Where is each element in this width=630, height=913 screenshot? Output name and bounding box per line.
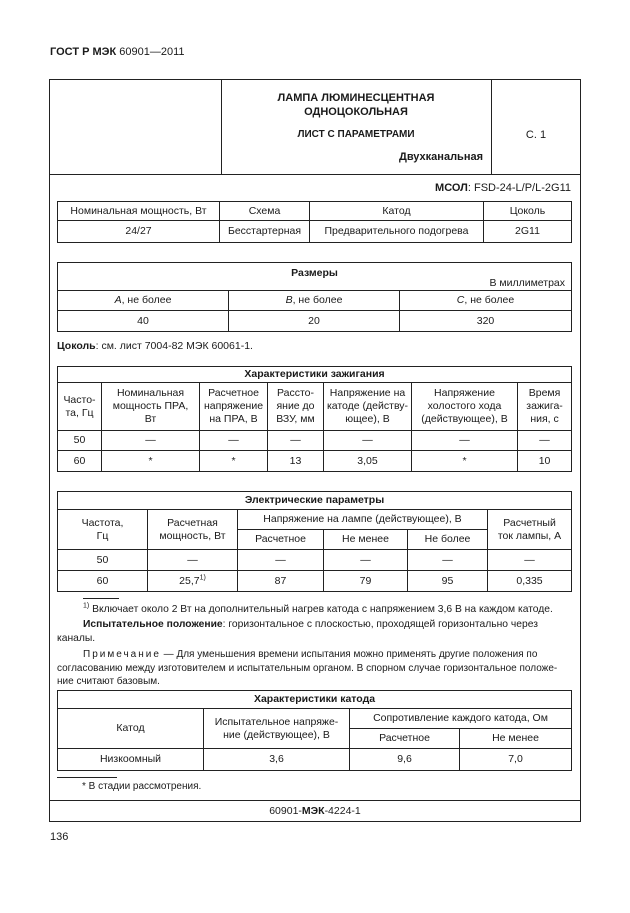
el-h-min: Не менее [324,530,408,550]
standard-number: 60901—2011 [119,46,185,58]
footnote-1: $^{1)}$ Включает около 2 Вт на дополнительный нагрев катода с напряжением 3,6 В на каждом катоде. [83,602,553,615]
ignition-title: Характеристики зажигания [58,367,572,383]
cath-h-test-voltage: Испытательное напряже- ние (действующее), В [204,709,350,749]
ign-h-cathode-voltage: Напряжение на катоде (действу- ющее), В [324,383,412,431]
test-position: Испытательное положение: горизонтальное с плоскостью, проходящей горизонтально через каналы. [57,619,538,644]
dim-header-c: C, не более [400,291,572,311]
note-block: Примечание — Для уменьшения времени испытания можно применять другие положения по согласованию между изготовителем и испытательным органом. В спорном случае горизонтальное положе- ние считают базовым. [57,649,558,687]
sheet-number: С. 1 [525,129,547,141]
cap-note: Цоколь: см. лист 7004-82 МЭК 60061-1. [57,340,253,352]
table-row: 60 * * 13 3,05 * 10 [58,451,572,472]
ign-h-open-voltage: Напряжение холостого хода (действующее), В [412,383,518,431]
header-power: Номинальная мощность, Вт [58,202,220,221]
dimensions-title-cell [58,263,572,291]
cath-h-cathode: Катод [58,709,204,749]
cathode-title: Характеристики катода [58,691,572,709]
sheet-subtitle: ЛИСТ С ПАРАМЕТРАМИ [297,129,415,140]
title-divider [49,174,581,175]
header-cathode: Катод [310,202,484,221]
page-number: 136 [50,831,69,843]
el-h-rated: Расчетное [238,530,324,550]
dimensions-table [57,262,572,332]
cath-h-rated: Расчетное [350,729,460,749]
value-scheme: Бесстартерная [220,221,310,243]
icol-designation: МСОЛ: FSD-24-L/P/L-2G11 [435,182,571,194]
standard-code: ГОСТ Р МЭК [50,46,117,58]
table-row: 60 25,7$^{1)}$ 87 79 95 0,335 [58,571,572,592]
footnote-separator [83,598,119,599]
el-h-voltage: Напряжение на лампе (действующее), В [238,510,488,530]
header-cap: Цоколь [484,202,572,221]
electrical-title: Электрические параметры [58,492,572,510]
ign-h-ballast-power: Номинальная мощность ПРА, Вт [102,383,200,431]
page-header [50,46,185,58]
el-h-current: Расчетный ток лампы, А [488,510,572,550]
dim-value-a: 40 [58,311,229,332]
bottom-divider [49,800,581,801]
dim-header-a: A, не более [58,291,229,311]
dimensions-unit: В миллиметрах [489,277,566,289]
title-vline-right [491,79,492,174]
footnote-ref: 1) [199,574,206,581]
value-power: 24/27 [58,221,220,243]
dim-value-c: 320 [400,311,572,332]
main-parameters-table [57,201,572,243]
cath-h-resistance: Сопротивление каждого катода, Ом [350,709,572,729]
ign-h-freq: Часто- та, Гц [58,383,102,431]
ignition-header-row [58,383,572,431]
electrical-table [57,491,572,592]
dim-value-b: 20 [229,311,400,332]
star-footnote-separator [57,777,117,778]
sheet-code: 60901-МЭК-4224-1 [269,805,361,817]
cath-h-min: Не менее [460,729,572,749]
value-cathode: Предварительного подогрева [310,221,484,243]
footnote-star: * В стадии рассмотрения. [82,781,202,792]
header-scheme: Схема [220,202,310,221]
cathode-table [57,690,572,771]
ign-h-time: Время зажига- ния, с [518,383,572,431]
table-row: 50 — — — — — — [58,431,572,451]
table-row: Низкоомный 3,6 9,6 7,0 [58,749,572,771]
table-row: 50 — — — — — [58,550,572,571]
el-h-freq: Частота, Гц [58,510,148,550]
dimensions-title: Размеры [291,267,338,279]
dim-header-b: B, не более [229,291,400,311]
lamp-type: Двухканальная [398,151,483,163]
ign-h-distance: Рассто- яние до ВЗУ, мм [268,383,324,431]
el-h-max: Не более [408,530,488,550]
el-h-power: Расчетная мощность, Вт [148,510,238,550]
ignition-table [57,366,572,472]
sheet-title: ЛАМПА ЛЮМИНЕСЦЕНТНАЯ ОДНОЦОКОЛЬНАЯ [277,92,435,118]
value-cap: 2G11 [484,221,572,243]
ign-h-ballast-voltage: Расчетное напряжение на ПРА, В [200,383,268,431]
